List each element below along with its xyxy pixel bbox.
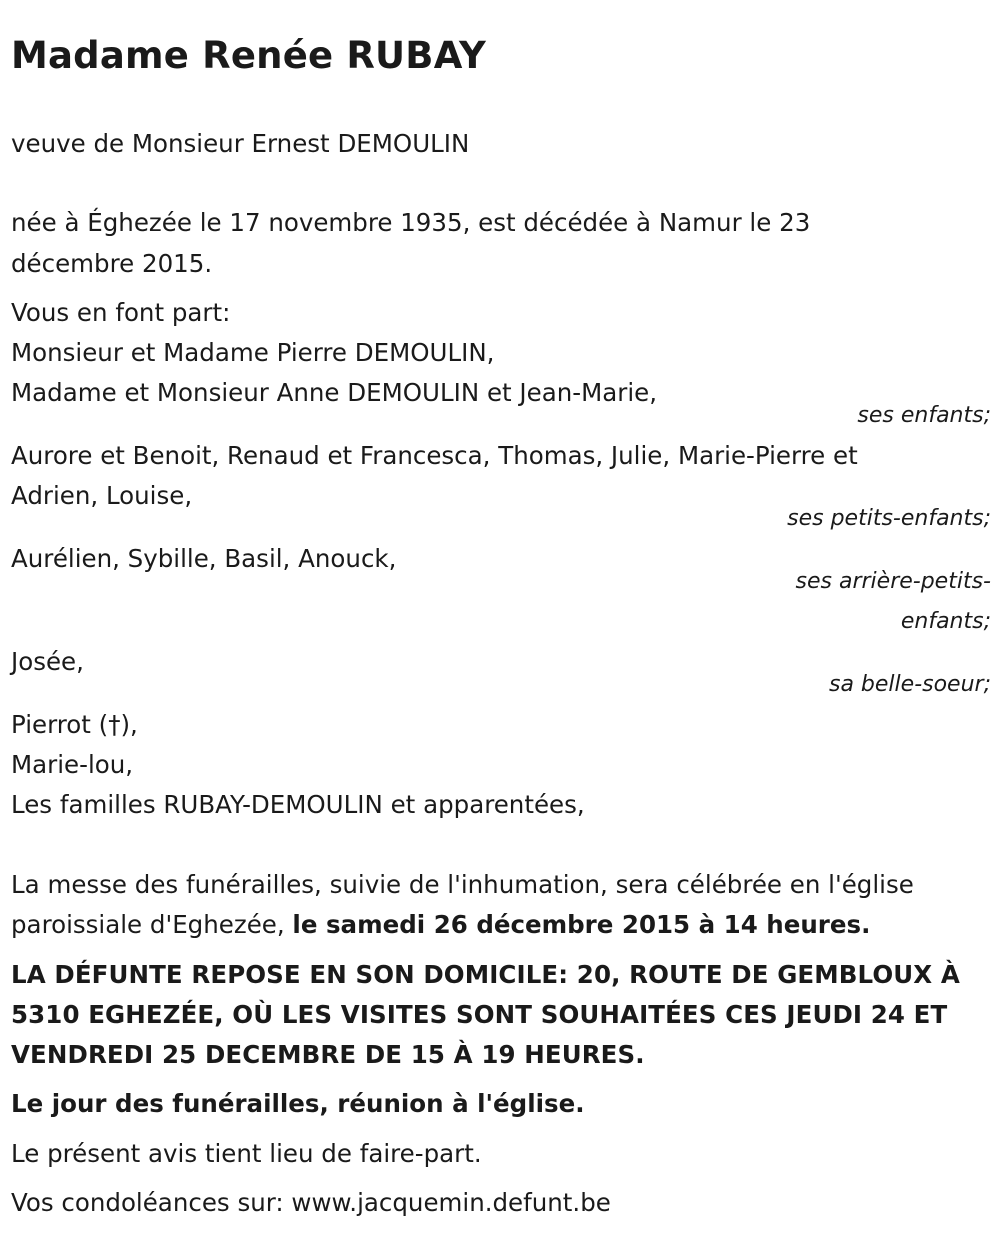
condolences-line: Vos condoléances sur: www.jacquemin.defunt.be bbox=[11, 1188, 611, 1217]
children-line-2: Madame et Monsieur Anne DEMOULIN et Jean-Marie, bbox=[11, 378, 658, 407]
children-relation: ses enfants; bbox=[857, 403, 991, 428]
funeral-date-time: le samedi 26 décembre 2015 à 14 heures. bbox=[292, 910, 871, 939]
sister-in-law-relation: sa belle-soeur; bbox=[829, 672, 991, 697]
others-line-1: Pierrot (†), bbox=[11, 710, 138, 739]
others-line-3: Les familles RUBAY-DEMOULIN et apparentées, bbox=[11, 790, 585, 819]
grandchildren-relation: ses petits-enfants; bbox=[787, 506, 991, 531]
visitation-line-1: LA DÉFUNTE REPOSE EN SON DOMICILE: 20, ROUTE DE GEMBLOUX À bbox=[11, 960, 960, 989]
children-line-1: Monsieur et Madame Pierre DEMOULIN, bbox=[11, 338, 495, 367]
grandchildren-line-1: Aurore et Benoit, Renaud et Francesca, Thomas, Julie, Marie-Pierre et bbox=[11, 441, 858, 470]
grandchildren-line-2: Adrien, Louise, bbox=[11, 481, 193, 510]
funeral-line-2 bbox=[11, 905, 870, 945]
great-grandchildren-line-1: Aurélien, Sybille, Basil, Anouck, bbox=[11, 544, 397, 573]
widow-of-line: veuve de Monsieur Ernest DEMOULIN bbox=[11, 129, 470, 158]
funeral-line-1: La messe des funérailles, suivie de l'inhumation, sera célébrée en l'église bbox=[11, 870, 914, 899]
funeral-line-2-plain: paroissiale d'Eghezée, bbox=[11, 910, 293, 939]
visitation-line-2: 5310 EGHEZÉE, OÙ LES VISITES SONT SOUHAITÉES CES JEUDI 24 ET bbox=[11, 1000, 948, 1029]
deceased-name-title: Madame Renée RUBAY bbox=[11, 34, 486, 77]
announcement-intro: Vous en font part: bbox=[11, 298, 231, 327]
great-grandchildren-relation-1: ses arrière-petits- bbox=[795, 569, 991, 594]
visitation-line-3: VENDREDI 25 DECEMBRE DE 15 À 19 HEURES. bbox=[11, 1040, 645, 1069]
great-grandchildren-relation-2: enfants; bbox=[900, 609, 991, 634]
sister-in-law-line: Josée, bbox=[11, 647, 84, 676]
others-line-2: Marie-lou, bbox=[11, 750, 134, 779]
birth-death-line-1: née à Éghezée le 17 novembre 1935, est décédée à Namur le 23 bbox=[11, 208, 811, 237]
meeting-line: Le jour des funérailles, réunion à l'église. bbox=[11, 1089, 585, 1118]
birth-death-line-2: décembre 2015. bbox=[11, 249, 213, 278]
notice-line: Le présent avis tient lieu de faire-part. bbox=[11, 1139, 482, 1168]
